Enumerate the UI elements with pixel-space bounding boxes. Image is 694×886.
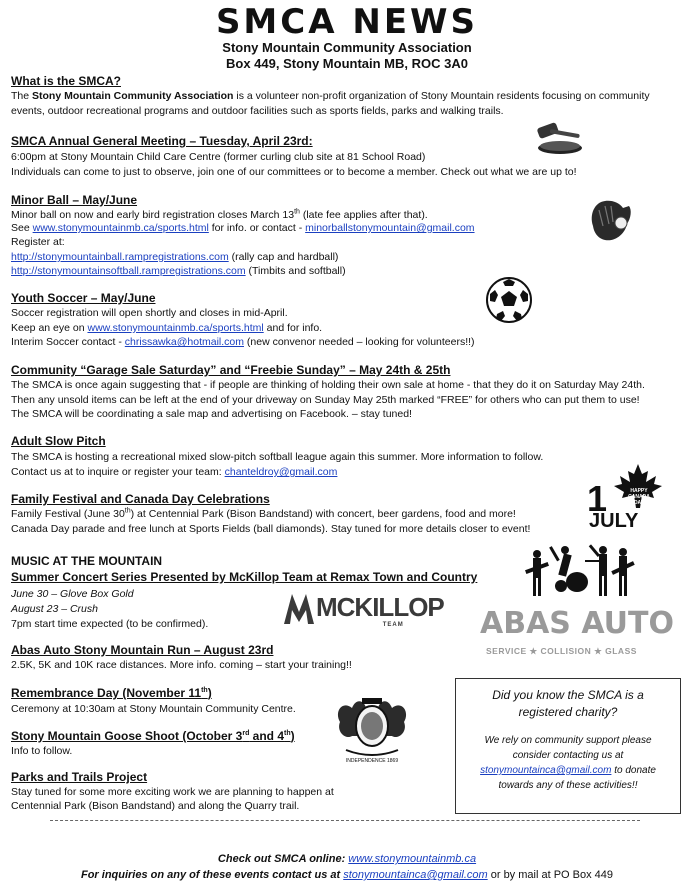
agm-line1: 6:00pm at Stony Mountain Child Care Centre (former curling club site at 81 School Road)	[11, 151, 426, 163]
abas-auto-tagline: SERVICE ★ COLLISION ★ GLASS	[486, 646, 637, 656]
baseball-glove-icon	[585, 196, 635, 246]
remembrance-heading-a: Remembrance Day (November 11	[11, 686, 202, 700]
minor-line2	[11, 221, 475, 236]
slowpitch-line2a: Contact us at to inquire or register your team:	[11, 466, 225, 478]
charity-question-line2: registered charity?	[518, 705, 618, 719]
music-heading: MUSIC AT THE MOUNTAIN	[11, 554, 163, 568]
minor-line5b: (Timbits and softball)	[245, 265, 346, 277]
parks-line1: Stay tuned for some more exciting work we are planning to happen at	[11, 786, 334, 798]
soccer-line3b: (new convenor needed – looking for volunteers!!)	[244, 336, 475, 348]
run-heading: Abas Auto Stony Mountain Run – August 23rd	[11, 643, 274, 657]
minor-line4b: (rally cap and hardball)	[228, 251, 339, 263]
parks-heading: Parks and Trails Project	[11, 770, 148, 784]
crest-icon	[332, 692, 412, 766]
page-title: SMCA NEWS	[215, 2, 479, 42]
festival-line1a: Family Festival (June 30	[11, 508, 125, 520]
remembrance-heading	[11, 686, 212, 700]
soccer-line3	[11, 335, 475, 350]
garage-line2: Then any unsold items can be left at the end of your driveway on Sunday May 25th marked “FREE” for others who can put them to use!	[11, 394, 640, 406]
minor-line5	[11, 264, 346, 279]
goose-heading-sup2: th	[284, 730, 291, 737]
minor-line3: Register at:	[11, 236, 65, 248]
goose-heading-b: and 4	[249, 729, 285, 743]
charity-body1: We rely on community support please	[484, 735, 652, 746]
gavel-icon	[530, 121, 584, 155]
mckillop-team: TEAM	[382, 622, 404, 628]
minor-line2a: See	[11, 222, 33, 234]
parks-line2: Centennial Park (Bison Bandstand) and along the Quarry trail.	[11, 800, 300, 812]
slowpitch-heading: Adult Slow Pitch	[11, 434, 106, 448]
minor-line2b: for info. or contact -	[208, 222, 306, 234]
footer-line1	[0, 853, 694, 865]
festival-heading: Family Festival and Canada Day Celebrations	[11, 492, 270, 506]
charity-body4: towards any of these activities!!	[498, 780, 638, 791]
festival-line1	[11, 507, 516, 522]
canada-july: JULY	[589, 510, 639, 532]
run-line1: 2.5K, 5K and 10K race distances. More info. coming – start your training!!	[11, 659, 352, 671]
soccer-line2b: and for info.	[263, 322, 323, 334]
footer-line1-text: Check out SMCA online:	[217, 853, 349, 865]
festival-line1sup: th	[124, 507, 131, 515]
ball-registration-link[interactable]: http://stonymountainball.rampregistrations.com	[11, 251, 229, 263]
what-pre: The	[11, 90, 33, 102]
footer-website-link[interactable]: www.stonymountainmb.ca	[348, 853, 477, 865]
music-subheading: Summer Concert Series Presented by McKillop Team at Remax Town and Country	[11, 570, 478, 584]
charity-body2: consider contacting us at	[512, 750, 624, 761]
crest-motto: INDEPENDENCE 1869	[345, 758, 399, 764]
mckillop-m-icon	[284, 592, 314, 626]
festival-line2: Canada Day parade and free lunch at Sports Fields (ball diamonds). Stay tuned for more details closer to event!	[11, 523, 531, 535]
music-line3: 7pm start time expected (to be confirmed).	[11, 618, 209, 630]
slowpitch-line1: The SMCA is hosting a recreational mixed slow-pitch softball league again this summer. More information to follow.	[11, 451, 544, 463]
minor-line1sup: th	[294, 208, 300, 216]
minorball-email-link[interactable]: minorballstonymountain@gmail.com	[305, 222, 475, 234]
minor-line1a: Minor ball on now and early bird registration closes March 13	[11, 209, 295, 221]
remembrance-heading-b: )	[207, 686, 212, 700]
org-name: Stony Mountain Community Association	[222, 40, 472, 55]
mckillop-logo-text: MCKILLOP	[316, 592, 444, 622]
soccer-line1: Soccer registration will open shortly and closes in mid-April.	[11, 307, 288, 319]
soccer-sports-link[interactable]: www.stonymountainmb.ca/sports.html	[87, 322, 264, 334]
slowpitch-line2	[11, 465, 337, 480]
music-line1: June 30 – Glove Box Gold	[11, 588, 134, 600]
what-bold: Stony Mountain Community Association	[32, 90, 234, 102]
footer-line2-tail: or by mail at PO Box 449	[487, 869, 614, 881]
music-line2: August 23 – Crush	[11, 603, 98, 615]
abas-auto-logo: ABAS AUTO	[480, 606, 674, 641]
footer-email-link[interactable]: stonymountainca@gmail.com	[343, 869, 488, 881]
footer-divider	[50, 820, 640, 821]
minor-heading: Minor Ball – May/June	[11, 193, 138, 207]
festival-line1b: ) at Centennial Park (Bison Bandstand) with concert, beer gardens, food and more!	[130, 508, 516, 520]
goose-heading-a: Stony Mountain Goose Shoot (October 3	[11, 729, 243, 743]
minor-line1b: (late fee applies after that).	[299, 209, 428, 221]
agm-heading: SMCA Annual General Meeting – Tuesday, April 23rd:	[11, 134, 313, 148]
charity-body	[456, 733, 680, 793]
what-line1-text: is a volunteer non-profit organization of Stony Mountain residents focusing on community	[233, 90, 650, 102]
band-silhouette-icon	[525, 540, 635, 600]
soccer-ball-icon	[485, 276, 533, 324]
remembrance-heading-sup: th	[201, 687, 208, 694]
what-heading: What is the SMCA?	[11, 74, 121, 88]
garage-heading: Community “Garage Sale Saturday” and “Freebie Sunday” – May 24th & 25th	[11, 363, 451, 377]
sports-link[interactable]: www.stonymountainmb.ca/sports.html	[32, 222, 209, 234]
charity-body3	[456, 763, 680, 778]
org-address: Box 449, Stony Mountain MB, ROC 3A0	[226, 56, 468, 71]
softball-registration-link[interactable]: http://stonymountainsoftball.rampregistrations.com	[11, 265, 246, 277]
what-line1	[11, 89, 650, 104]
goose-heading-sup1: rd	[242, 730, 250, 737]
remembrance-line1: Ceremony at 10:30am at Stony Mountain Community Centre.	[11, 703, 296, 715]
soccer-line3a: Interim Soccer contact -	[11, 336, 125, 348]
goose-heading-c: )	[290, 729, 295, 743]
charity-body3-text: to donate	[611, 765, 656, 776]
mckillop-logo	[316, 592, 444, 628]
goose-heading	[11, 729, 295, 743]
soccer-heading: Youth Soccer – May/June	[11, 291, 156, 305]
footer-line2-text: For inquiries on any of these events contact us at	[80, 869, 344, 881]
slowpitch-email-link[interactable]: chanteldroy@gmail.com	[224, 466, 338, 478]
soccer-line2	[11, 321, 322, 336]
agm-line2: Individuals can come to just to observe, join one of our committees or to become a member. Check out what we are up to!	[11, 166, 577, 178]
canada-happy-label: HAPPY CANADA DAY	[628, 488, 650, 506]
goose-line1: Info to follow.	[11, 745, 73, 757]
footer-line2	[0, 869, 694, 881]
charity-email-link[interactable]: stonymountainca@gmail.com	[480, 765, 612, 776]
charity-question-line1: Did you know the SMCA is a	[492, 688, 644, 702]
soccer-email-link[interactable]: chrissawka@hotmail.com	[124, 336, 244, 348]
soccer-line2a: Keep an eye on	[11, 322, 88, 334]
garage-line1: The SMCA is once again suggesting that - if people are thinking of holding their own sale at home - that they do it on Saturday May 24th.	[11, 379, 645, 391]
canada-one: 1	[587, 478, 608, 519]
garage-line3: The SMCA will be coordinating a sale map and advertising on Facebook. – stay tuned!	[11, 408, 412, 420]
minor-line4	[11, 250, 338, 265]
what-line2: events, outdoor recreational programs and outdoor facilities such as sports fields, parks and walking trails.	[11, 105, 504, 117]
charity-question	[456, 687, 680, 721]
charity-box	[455, 678, 681, 814]
